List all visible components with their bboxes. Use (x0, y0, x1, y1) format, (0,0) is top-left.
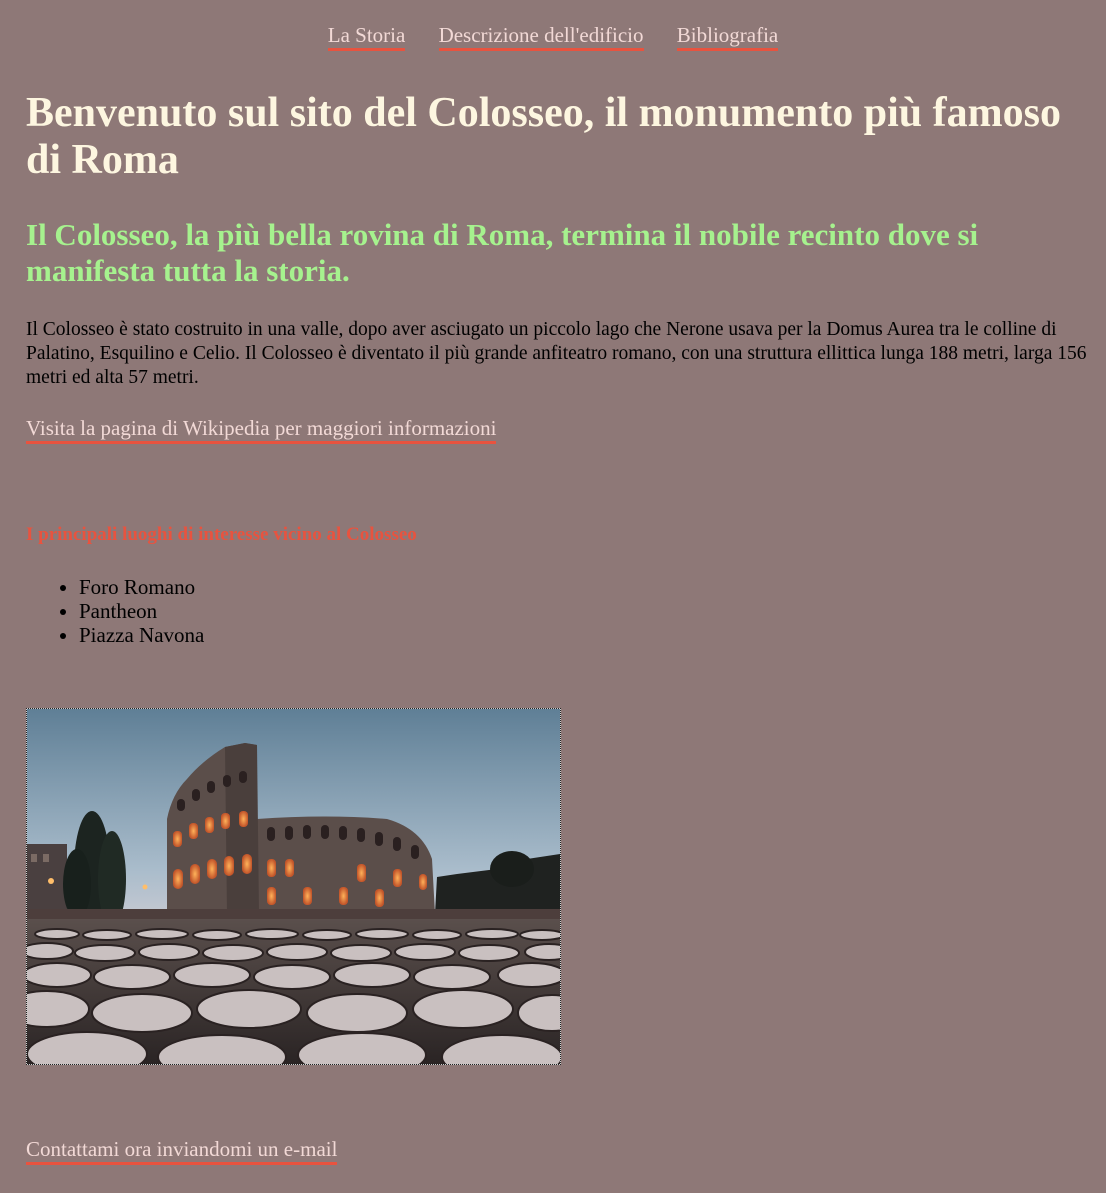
nav-link-descrizione-edificio[interactable]: Descrizione dell'edificio (439, 23, 644, 51)
places-list (26, 575, 204, 647)
page-subtitle: Il Colosseo, la più bella rovina di Roma, termina il nobile recinto dove si manifesta tutta la storia. (26, 217, 979, 288)
nav-link-bibliografia[interactable]: Bibliografia (677, 23, 778, 51)
nav-link-la-storia[interactable]: La Storia (328, 23, 406, 51)
contact-email-link[interactable]: Contattami ora inviandomi un e-mail (26, 1136, 337, 1165)
list-item: • Pantheon (79, 599, 204, 623)
top-navigation (0, 22, 1106, 48)
page-title: Benvenuto sul sito del Colosseo, il monumento più famoso di Roma (26, 90, 1061, 183)
intro-paragraph: Il Colosseo è stato costruito in una valle, dopo aver asciugato un piccolo lago che Nerone usava per la Domus Aurea tra le colline di Palatino, Esquilino e Celio. Il Colosseo è diventato il più grande anfiteatro romano, con una struttura ellittica lunga 188 metri, larga 156 metri ed alta 57 metri. (26, 319, 1087, 388)
wikipedia-link[interactable]: Visita la pagina di Wikipedia per maggiori informazioni (26, 415, 496, 444)
places-heading: I principali luoghi di interesse vicino al Colosseo (26, 524, 417, 545)
list-item: • Foro Romano (79, 575, 204, 599)
colosseum-photo (26, 708, 561, 1065)
list-item: • Piazza Navona (79, 623, 204, 647)
